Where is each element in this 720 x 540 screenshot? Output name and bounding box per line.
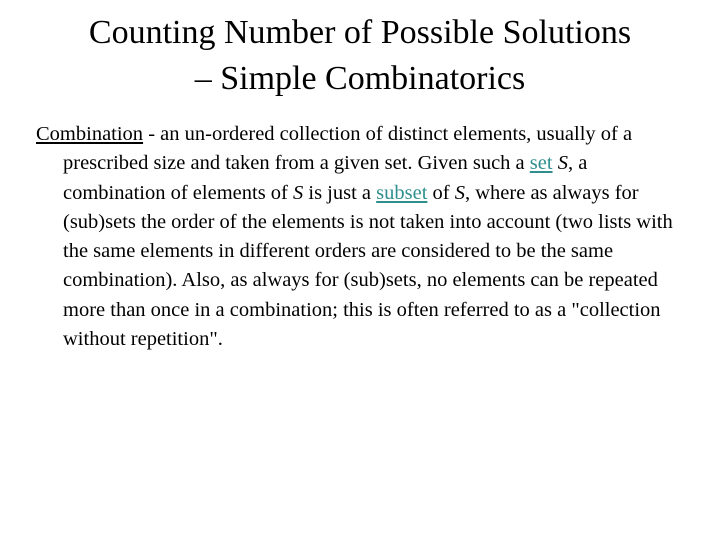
definition-text-3: , a combination of elements of (63, 152, 588, 204)
set-link[interactable]: set (529, 152, 553, 175)
title-line-2: – Simple Combinatorics (194, 60, 526, 97)
definition-paragraph (36, 120, 684, 354)
variable-s: S (454, 181, 465, 204)
title-line-1: Counting Number of Possible Solutions (88, 14, 632, 51)
subset-link[interactable]: subset (376, 181, 428, 204)
definition-text-1: - an un-ordered collection of distinct elements, usually of a prescribed size and taken from a given set. Given such a (63, 123, 633, 175)
definition-text-4: is just a (303, 181, 377, 204)
definition-text-6: , where as always for (sub)sets the order of the elements is not taken into account (two lists with the same elements in different orders are considered to be the same combination). Also, as always for (sub)sets, no elements can be repeated more than once in a combination; this is often referred to as a "collection without repetition". (63, 181, 673, 351)
variable-s: S (293, 181, 304, 204)
variable-s: S (557, 152, 568, 175)
definition-text-5: of (427, 181, 455, 204)
slide-title (36, 10, 684, 102)
definition-term: Combination (36, 123, 144, 145)
